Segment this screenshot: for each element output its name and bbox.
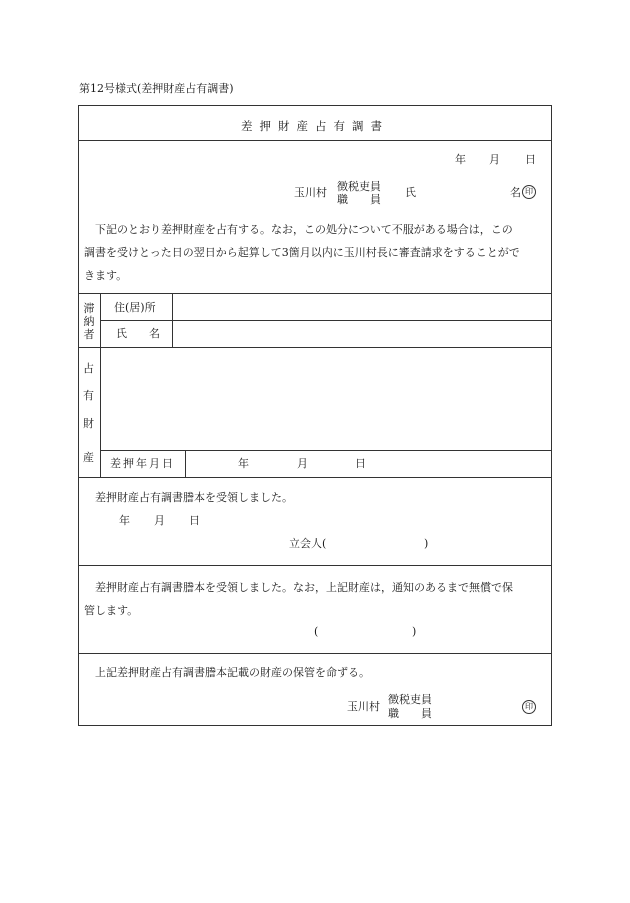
receipt1-date-day: 日	[189, 514, 200, 527]
issuer-name-suffix: 名	[510, 186, 521, 199]
taxpayer-group-char-3: 者	[83, 328, 95, 341]
receipt2-paren-close: )	[412, 625, 417, 638]
order-village: 玉川村	[347, 700, 380, 713]
form-label: 第12号様式(差押財産占有調書)	[79, 82, 234, 95]
seizure-date-day: 日	[355, 457, 366, 470]
receipt1-top-border	[78, 477, 552, 478]
taxpayer-top-border	[78, 293, 552, 294]
issuer-name-prefix: 氏	[405, 186, 416, 199]
property-group-char-2: 有	[83, 389, 94, 402]
header-date-day: 日	[525, 153, 536, 166]
taxpayer-group-char-1: 滞	[83, 302, 95, 315]
header-date-year: 年	[455, 153, 466, 166]
property-group-char-4: 産	[83, 451, 94, 464]
taxpayer-row-divider	[100, 320, 552, 321]
header-date-month: 月	[489, 153, 500, 166]
issuer-role-bottom: 職 員	[337, 193, 381, 206]
property-group-divider	[100, 347, 101, 477]
title-divider	[78, 140, 552, 141]
taxpayer-group-char-2: 納	[83, 315, 95, 328]
property-group-char-3: 財	[83, 417, 94, 430]
seizure-date-label-divider	[185, 450, 186, 477]
order-seal-icon: 印	[522, 700, 536, 714]
property-date-divider	[100, 450, 552, 451]
property-group-char-1: 占	[83, 362, 94, 375]
receipt2-top-border	[78, 565, 552, 566]
seizure-date-month: 月	[297, 457, 308, 470]
statement-line-2: 調書を受けとった日の翌日から起算して3箇月以内に玉川村長に審査請求をすることがで	[84, 246, 520, 259]
receipt2-line-2: 管します。	[84, 604, 139, 617]
receipt2-paren-open: (	[314, 625, 319, 638]
witness-close: )	[424, 537, 429, 550]
order-role-bottom: 職 員	[388, 707, 432, 720]
seizure-date-label: 差押年月日	[110, 457, 175, 470]
issuer-role-top: 徴税吏員	[337, 180, 381, 193]
seizure-date-year: 年	[238, 457, 249, 470]
witness-label: 立会人(	[289, 537, 327, 550]
order-role-top: 徴税吏員	[388, 693, 432, 706]
statement-line-1: 下記のとおり差押財産を占有する。なお，この処分について不服がある場合は，この	[95, 223, 513, 236]
statement-line-3: きます。	[84, 269, 128, 282]
name-label: 氏 名	[116, 327, 160, 340]
page-title: 差押財産占有調書	[241, 119, 389, 133]
receipt1-date-year: 年	[119, 514, 130, 527]
receipt1-date-month: 月	[154, 514, 165, 527]
property-top-border	[78, 347, 552, 348]
address-label: 住(居)所	[114, 301, 156, 314]
receipt2-line-1: 差押財産占有調書謄本を受領しました。なお，上記財産は，通知のあるまで無償で保	[95, 581, 513, 594]
taxpayer-group-label	[82, 302, 96, 341]
order-top-border	[78, 653, 552, 654]
issuer-seal-icon: 印	[522, 185, 536, 199]
issuer-village: 玉川村	[294, 186, 327, 199]
order-text: 上記差押財産占有調書謄本記載の財産の保管を命ずる。	[95, 666, 370, 679]
receipt1-text: 差押財産占有調書謄本を受領しました。	[95, 491, 293, 504]
